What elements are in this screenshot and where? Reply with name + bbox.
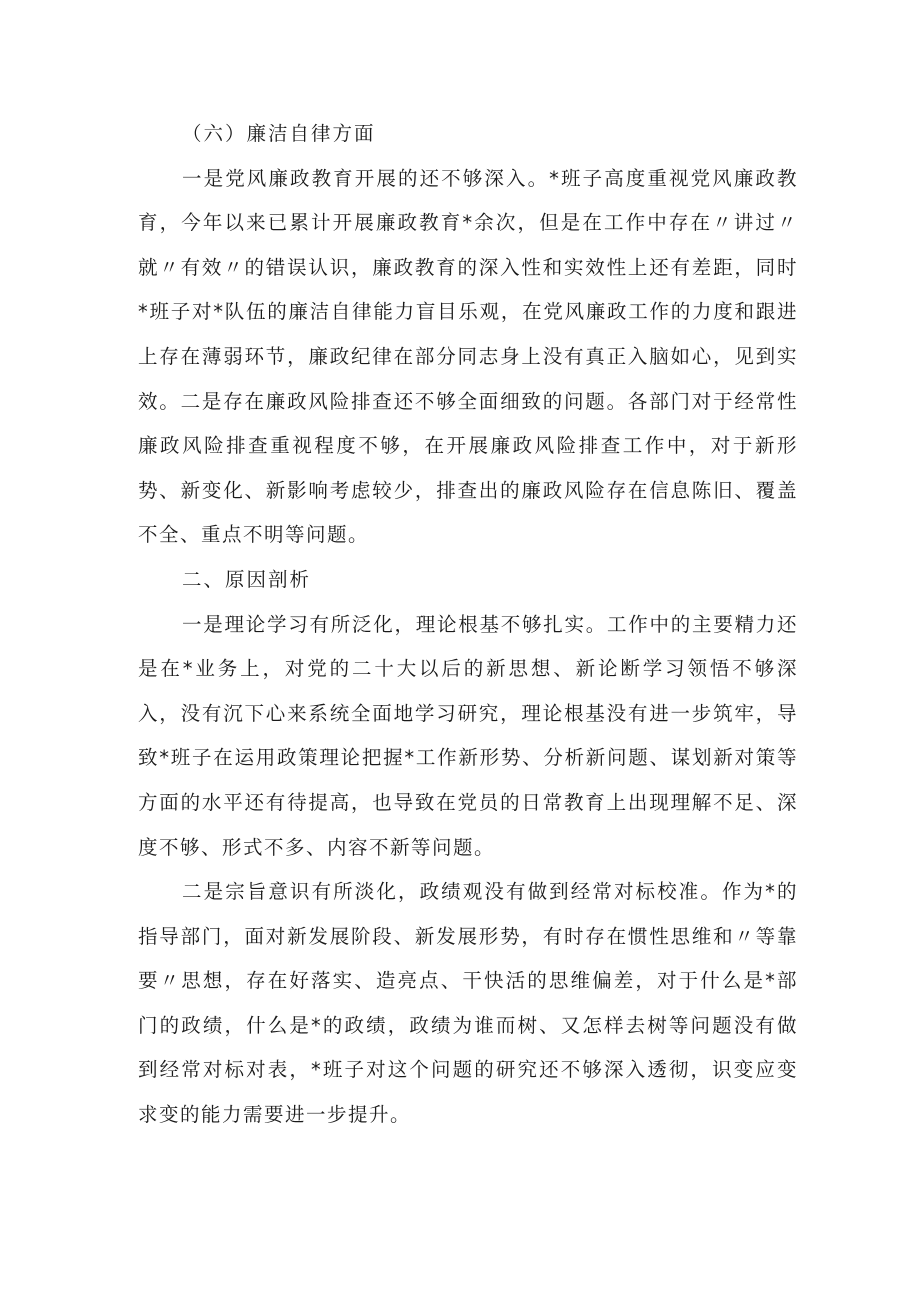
document-body bbox=[138, 112, 798, 1138]
section-six-paragraph: 一是党风廉政教育开展的还不够深入。*班子高度重视党风廉政教育，今年以来已累计开展廉政教育*余次，但是在工作中存在〃讲过〃就〃有效〃的错误认识，廉政教育的深入性和实效性上还有差距，同时*班子对*队伍的廉洁自律能力盲目乐观，在党风廉政工作的力度和跟进上存在薄弱环节，廉政纪律在部分同志身上没有真正入脑如心，见到实效。二是存在廉政风险排查还不够全面细致的问题。各部门对于经常性廉政风险排查重视程度不够，在开展廉政风险排查工作中，对于新形势、新变化、新影响考虑较少，排查出的廉政风险存在信息陈旧、覆盖不全、重点不明等问题。 bbox=[138, 166, 798, 547]
section-two-paragraph-1: 一是理论学习有所泛化，理论根基不够扎实。工作中的主要精力还是在*业务上，对党的二十大以后的新思想、新论断学习领悟不够深入，没有沉下心来系统全面地学习研究，理论根基没有进一步筑牢，导致*班子在运用政策理论把握*工作新形势、分析新问题、谋划新对策等方面的水平还有待提高，也导致在党员的日常教育上出现理解不足、深度不够、形式不多、内容不新等问题。 bbox=[138, 612, 798, 859]
section-two-paragraph-2: 二是宗旨意识有所淡化，政绩观没有做到经常对标校准。作为*的指导部门，面对新发展阶段、新发展形势，有时存在惯性思维和〃等靠要〃思想，存在好落实、造亮点、干快活的思维偏差，对于什么是*部门的政绩，什么是*的政绩，政绩为谁而树、又怎样去树等问题没有做到经常对标对表，*班子对这个问题的研究还不够深入透彻，识变应变求变的能力需要进一步提升。 bbox=[138, 880, 798, 1127]
section-two-heading: 二、原因剖析 bbox=[182, 567, 312, 591]
section-six-heading: （六）廉洁自律方面 bbox=[182, 122, 376, 145]
